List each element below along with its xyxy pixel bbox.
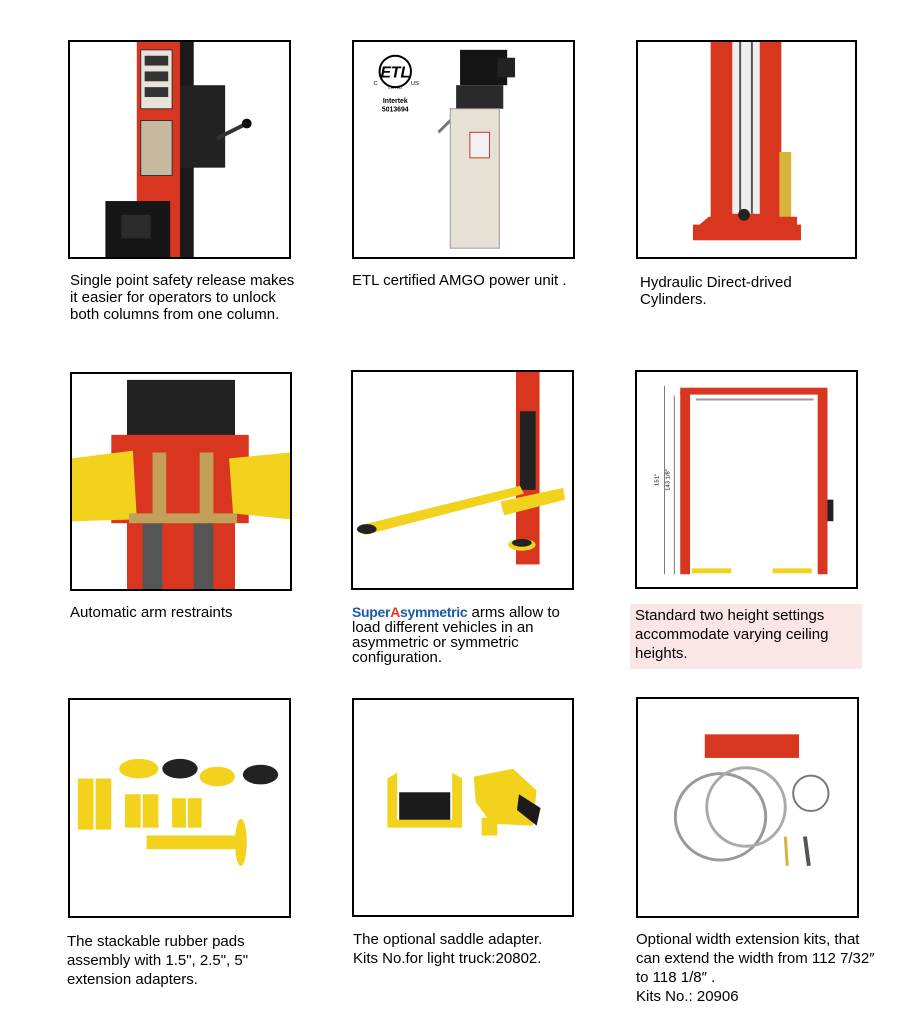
caption-width-extension-line2: Kits No.: 20906 xyxy=(636,988,739,1005)
etl-logo-left: C xyxy=(373,81,378,88)
dimension-outer-height: 151" xyxy=(654,474,661,486)
etl-logo-number: 5013694 xyxy=(381,106,409,114)
dimension-inner-height: 143 1/8" xyxy=(665,469,672,491)
caption-hydraulic-cylinders: Hydraulic Direct-drived Cylinders. xyxy=(640,274,792,308)
image-width-extension-kit xyxy=(636,697,859,918)
etl-logo-listed: LISTED xyxy=(388,85,403,91)
image-saddle-adapter xyxy=(352,698,574,917)
caption-height-settings: Standard two height settings accommodate varying ceiling heights. xyxy=(630,604,862,669)
etl-logo-mark: ETL xyxy=(380,64,411,82)
caption-arm-restraints: Automatic arm restraints xyxy=(70,604,233,621)
image-safety-release xyxy=(68,40,291,259)
image-power-unit xyxy=(352,40,575,259)
image-super-asymmetric-arms xyxy=(351,370,574,590)
image-hydraulic-cylinders xyxy=(636,40,857,259)
caption-power-unit: ETL certified AMGO power unit . xyxy=(352,272,567,289)
etl-logo-org: Intertek xyxy=(382,97,408,105)
caption-width-extension-line1: Optional width extension kits, that can extend the width from 112 7/32″ to 118 1/8″ . xyxy=(636,931,875,986)
image-arm-restraints xyxy=(70,372,292,591)
caption-safety-release: Single point safety release makes it easier for operators to unlock both columns from one column. xyxy=(70,272,295,323)
caption-width-extension xyxy=(636,930,881,1006)
super-asymmetric-logo: SuperAsymmetric xyxy=(352,604,468,620)
caption-saddle-adapter-line1: The optional saddle adapter. xyxy=(353,931,543,948)
caption-saddle-adapter-line2: Kits No.for light truck:20802. xyxy=(353,950,542,967)
image-stackable-rubber-pads xyxy=(68,698,291,918)
caption-super-asymmetric-text: arms allow to load different vehicles in an asymmetric or symmetric configuration. xyxy=(352,604,560,666)
caption-stackable-rubber-pads: The stackable rubber pads assembly with 1.5", 2.5", 5" extension adapters. xyxy=(67,933,249,988)
etl-logo-right: US xyxy=(410,81,419,88)
image-height-settings-diagram xyxy=(635,370,858,589)
caption-super-asymmetric xyxy=(352,605,582,665)
caption-saddle-adapter xyxy=(353,930,593,968)
